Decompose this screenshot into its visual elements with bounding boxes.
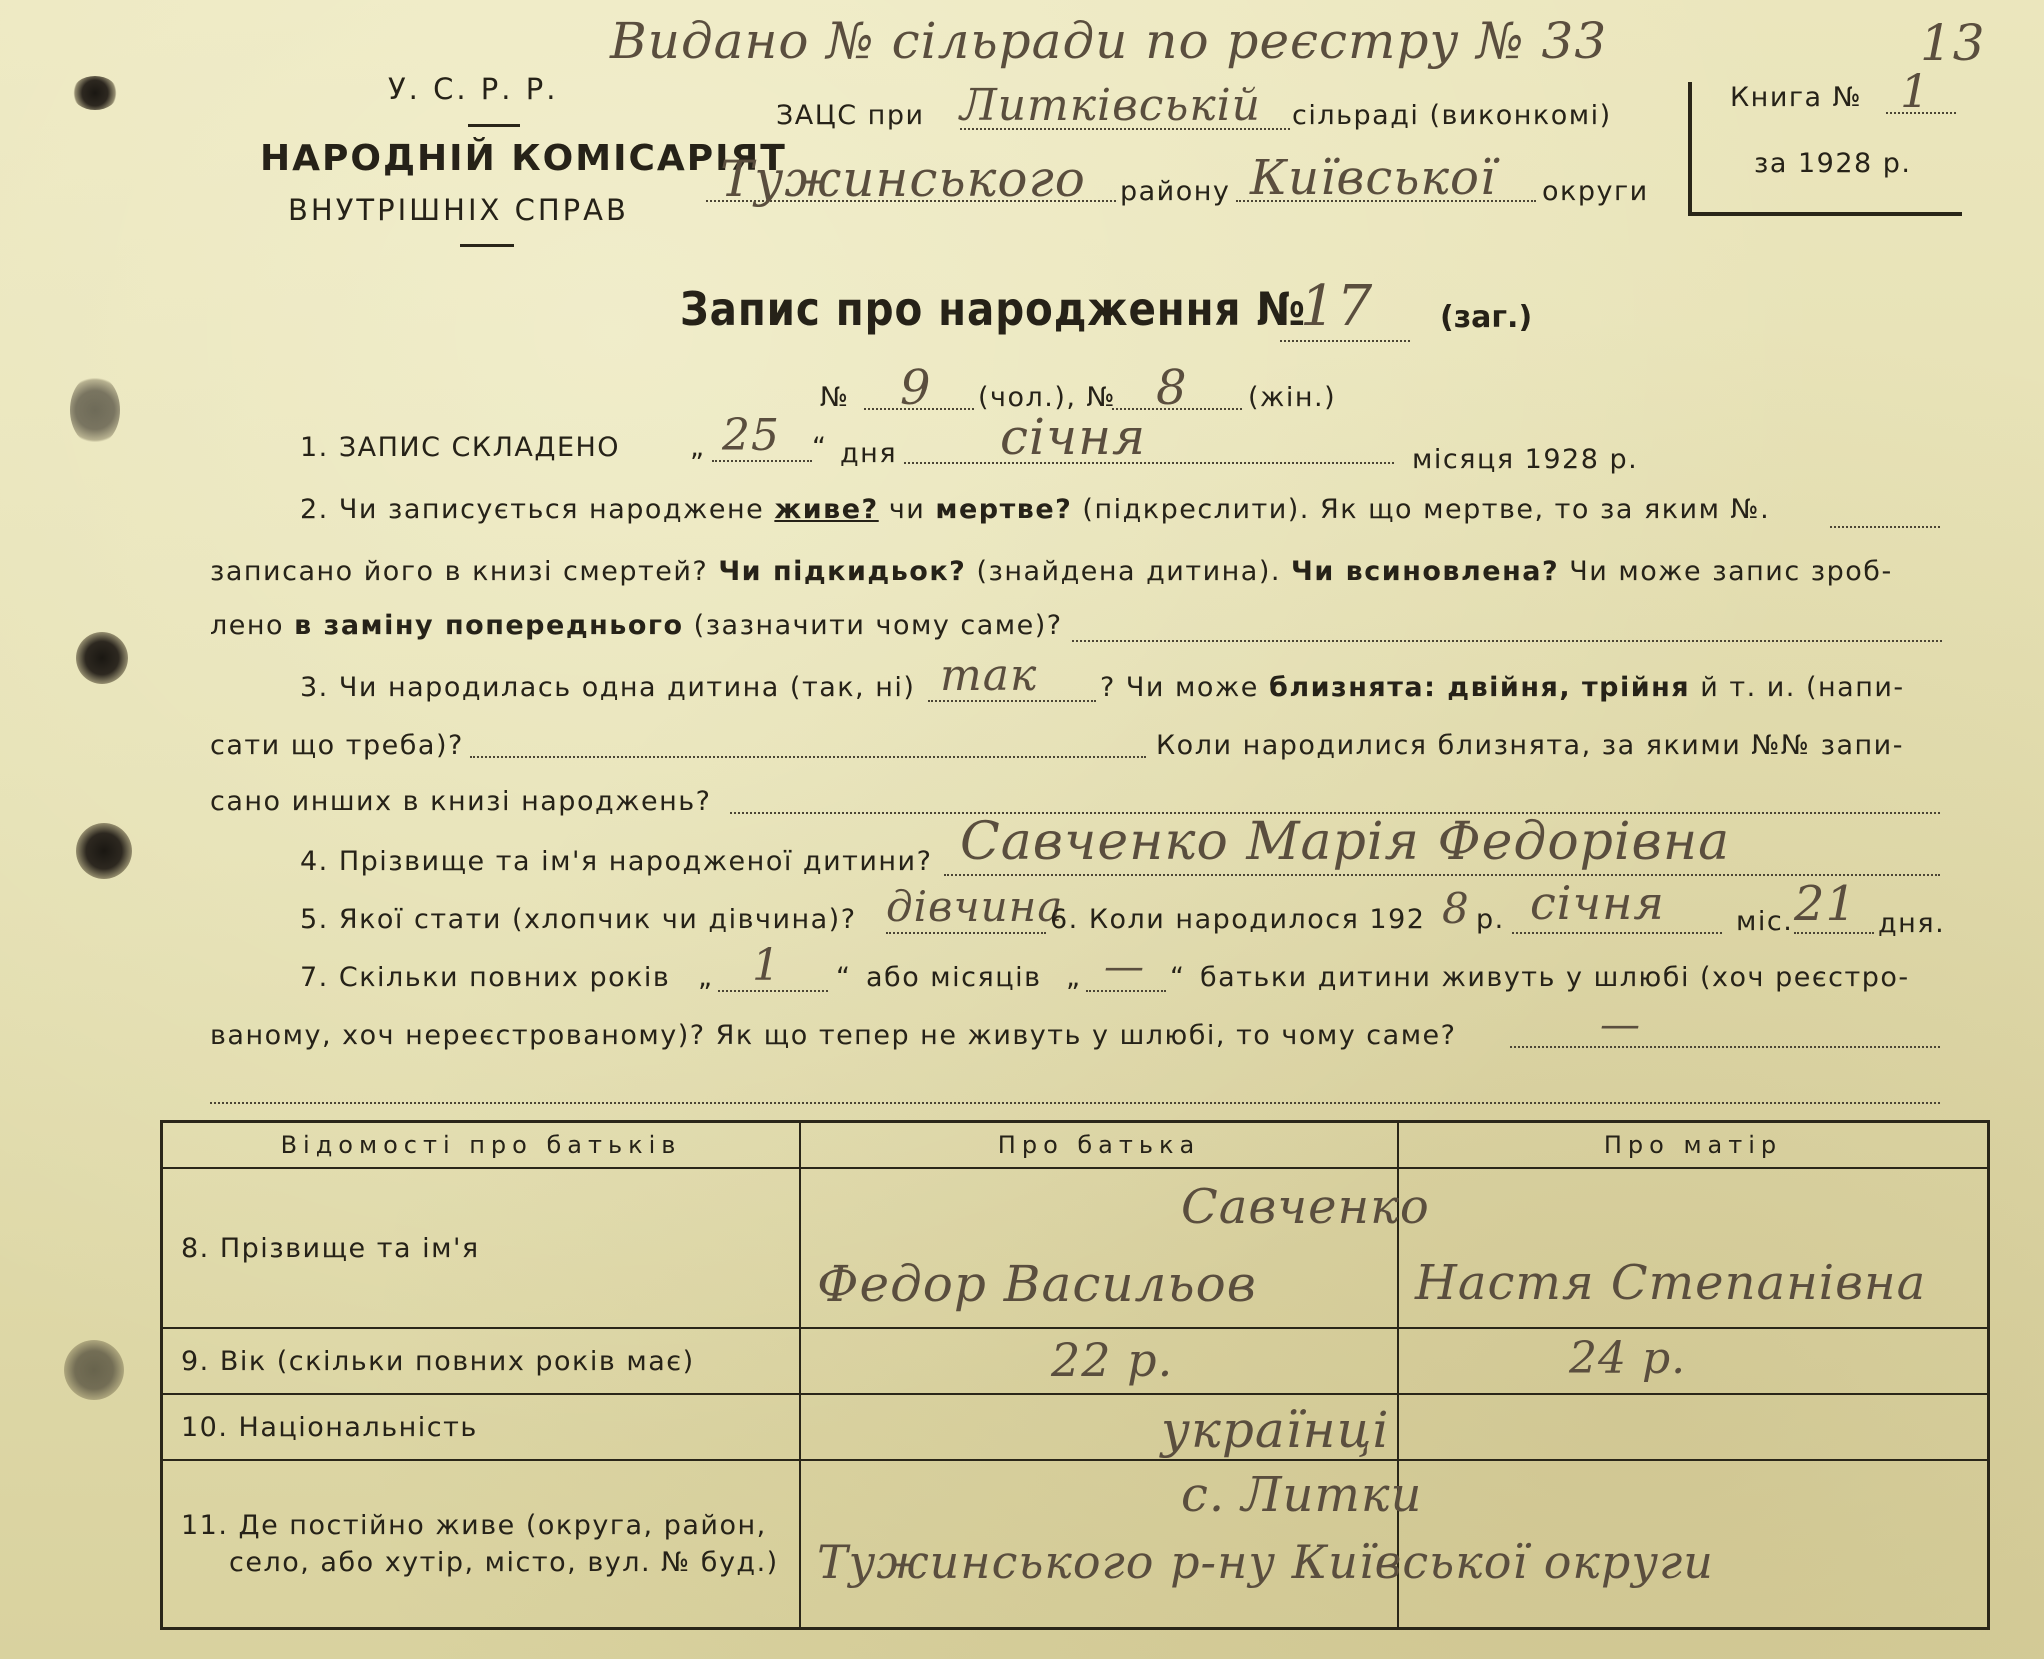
zags-value: Литківській xyxy=(960,80,1262,131)
field-2-line2 xyxy=(210,556,1893,587)
field-6-day-label: дня. xyxy=(1878,908,1946,939)
row-11-label-line2: село, або хутір, місто, вул. № буд.) xyxy=(229,1547,779,1578)
row-9-mother-value: 24 р. xyxy=(1569,1333,1687,1384)
field-7-months-close: “ xyxy=(1170,962,1186,993)
row-8-father-value: Федор Васильов xyxy=(817,1255,1257,1313)
field-6-year-suffix: р. xyxy=(1476,904,1505,935)
field-2-adopted: Чи всиновлена? xyxy=(1291,556,1560,587)
field-3-etc: й т. и. (напи- xyxy=(1700,672,1905,703)
female-label: (жін.) xyxy=(1248,382,1337,413)
table-row xyxy=(162,1460,1989,1629)
row-10-label: 10. Національність xyxy=(162,1394,801,1460)
field-7-line2-underline xyxy=(1510,1046,1940,1048)
council-label: сільраді (виконкомі) xyxy=(1292,100,1612,131)
male-label: (чол.), № xyxy=(978,382,1117,413)
row-10-mother xyxy=(1398,1394,1989,1460)
row-8-label: 8. Прізвище та ім'я xyxy=(162,1168,801,1328)
field-2-death-book: записано його в книзі смертей? xyxy=(210,556,709,587)
field-2-replacement-q: Чи може запис зроб- xyxy=(1569,556,1893,587)
field-7-rest: батьки дитини живуть у шлюбі (хоч реєстро- xyxy=(1200,962,1910,993)
field-6-month-underline xyxy=(1512,932,1722,934)
field-7-years-open: „ xyxy=(698,962,714,993)
field-7-months-underline xyxy=(1086,990,1166,992)
republic-label: У. С. Р. Р. xyxy=(388,72,559,106)
field-7-years-close: “ xyxy=(836,962,852,993)
row-11-label-line1: 11. Де постійно живе (округа, район, xyxy=(181,1510,767,1541)
book-label: Книга № xyxy=(1730,82,1863,113)
okrug-value: Київської xyxy=(1250,150,1497,206)
record-number: 17 xyxy=(1300,274,1374,339)
field-2-line3 xyxy=(210,610,1063,641)
row-11-mother xyxy=(1398,1460,1989,1629)
field-6-year: 8 xyxy=(1442,884,1470,933)
field-5-underline xyxy=(886,932,1046,934)
field-7-months: — xyxy=(1104,944,1145,990)
record-number-underline xyxy=(1280,340,1410,342)
field-2-made: лено xyxy=(210,610,285,641)
field-7-or: або місяців xyxy=(866,962,1042,993)
page-number: 13 xyxy=(1920,14,1986,72)
row-11-label xyxy=(162,1460,801,1629)
okrug-label: округи xyxy=(1542,176,1649,207)
top-handwritten-note: Видано № сільради по реєстру № 33 xyxy=(610,12,1608,70)
field-2-alive: живе? xyxy=(774,494,879,525)
row-10-shared-value: українці xyxy=(1161,1401,1390,1459)
row-11-shared-line1: с. Литки xyxy=(1181,1467,1423,1523)
district-label: району xyxy=(1120,176,1231,207)
field-2-reason: (зазначити чому саме)? xyxy=(693,610,1063,641)
field-2-number-underline xyxy=(1830,526,1940,528)
field-1-day-close: “ xyxy=(812,432,828,463)
field-6-day: 21 xyxy=(1794,876,1858,932)
book-number: 1 xyxy=(1900,64,1931,118)
row-9-father xyxy=(800,1328,1398,1394)
field-6-month-label: міс. xyxy=(1736,906,1794,937)
field-3-line3: сано инших в книзі народжень? xyxy=(210,786,712,817)
field-3-twins: близнята: двійня, трійня xyxy=(1268,672,1691,703)
field-7-label: 7. Скільки повних років xyxy=(300,962,671,993)
row-9-mother xyxy=(1398,1328,1989,1394)
col-mother-header: Про матір xyxy=(1398,1122,1989,1169)
row-8-father xyxy=(800,1168,1430,1328)
field-7-extra-underline xyxy=(210,1102,1940,1104)
table-row xyxy=(162,1394,1989,1460)
field-6-label: 6. Коли народилося 192 xyxy=(1050,904,1426,935)
book-year: за 1928 р. xyxy=(1754,148,1912,179)
col-father-header: Про батька xyxy=(800,1122,1398,1169)
field-7-value: — xyxy=(1600,1002,1641,1048)
field-3-line2b: Коли народилися близнята, за якими №№ запи- xyxy=(1156,730,1904,761)
field-4-value: Савченко Марія Федорівна xyxy=(960,812,1731,872)
field-3-question: ? Чи може xyxy=(1100,672,1259,703)
row-11-father xyxy=(800,1460,1714,1629)
punch-hole xyxy=(72,76,118,110)
male-no-label: № xyxy=(820,382,850,413)
field-1-day-open: „ xyxy=(690,432,706,463)
field-4-label: 4. Прізвище та ім'я народженої дитини? xyxy=(300,846,933,877)
field-6-month: січня xyxy=(1530,876,1665,930)
table-row xyxy=(162,1168,1989,1328)
field-1-label: 1. ЗАПИС СКЛАДЕНО xyxy=(300,432,621,463)
field-2-line1 xyxy=(300,494,1770,525)
field-2-found: (знайдена дитина). xyxy=(976,556,1281,587)
field-3-line2-underline xyxy=(470,756,1146,758)
record-suffix: (заг.) xyxy=(1440,300,1533,335)
row-8-mother xyxy=(1398,1168,1989,1328)
divider xyxy=(460,244,514,247)
male-number: 9 xyxy=(900,360,932,416)
field-5-value: дівчина xyxy=(886,882,1064,931)
row-9-father-value: 22 р. xyxy=(1051,1333,1174,1387)
ministry-name: НАРОДНІЙ КОМІСАРІЯТ xyxy=(260,138,787,179)
field-2-replace: в заміну попереднього xyxy=(294,610,684,641)
row-8-mother-value: Настя Степанівна xyxy=(1415,1255,1927,1311)
field-1-month-underline xyxy=(904,462,1394,464)
punch-hole xyxy=(76,632,128,684)
punch-hole xyxy=(70,375,120,445)
ministry-name-line2: ВНУТРІШНІХ СПРАВ xyxy=(288,193,629,227)
field-1-month: січня xyxy=(1000,408,1147,466)
field-3-rest xyxy=(1100,672,1905,703)
field-1-day: 25 xyxy=(722,410,780,461)
col-info-header: Відомості про батьків xyxy=(162,1122,801,1169)
field-2-reason-underline xyxy=(1072,640,1942,642)
female-number: 8 xyxy=(1156,360,1188,416)
row-9-label: 9. Вік (скільки повних років має) xyxy=(162,1328,801,1394)
field-7-years: 1 xyxy=(752,940,781,991)
divider xyxy=(468,124,520,127)
field-5-label: 5. Якої стати (хлопчик чи дівчина)? xyxy=(300,904,857,935)
table-row xyxy=(162,1328,1989,1394)
field-3-label: 3. Чи народилась одна дитина (так, ні) xyxy=(300,672,916,703)
field-4-underline xyxy=(944,874,1940,876)
field-3-line2a: сати що треба)? xyxy=(210,730,464,761)
district-value: Тужинського xyxy=(720,150,1086,208)
field-6-day-underline xyxy=(1794,932,1874,934)
field-7-line2: ваному, хоч нереєстрованому)? Як що тепер не живуть у шлюбі, то чому саме? xyxy=(210,1020,1457,1051)
row-11-shared-line2: Тужинського р-ну Київської округи xyxy=(817,1535,1714,1589)
punch-hole xyxy=(64,1340,124,1400)
field-7-months-open: „ xyxy=(1066,962,1082,993)
field-3-value: так xyxy=(940,650,1038,701)
record-title: Запис про народження № xyxy=(680,282,1306,336)
punch-hole xyxy=(76,823,132,879)
field-1-month-label: місяця 1928 р. xyxy=(1412,444,1639,475)
row-8-shared: Савченко xyxy=(1181,1179,1430,1235)
field-2-rest: (підкреслити). Як що мертве, то за яким №. xyxy=(1082,494,1771,525)
field-2-or: чи xyxy=(888,494,926,525)
field-2-label: 2. Чи записується народжене xyxy=(300,494,765,525)
field-2-dead: мертве? xyxy=(935,494,1073,525)
row-10-father xyxy=(800,1394,1398,1460)
field-1-day-label: дня xyxy=(840,438,898,469)
field-2-foundling: Чи підкидьок? xyxy=(718,556,967,587)
table-header-row xyxy=(162,1122,1989,1169)
zags-label: ЗАЦС при xyxy=(776,100,925,131)
parents-table xyxy=(160,1120,1990,1630)
